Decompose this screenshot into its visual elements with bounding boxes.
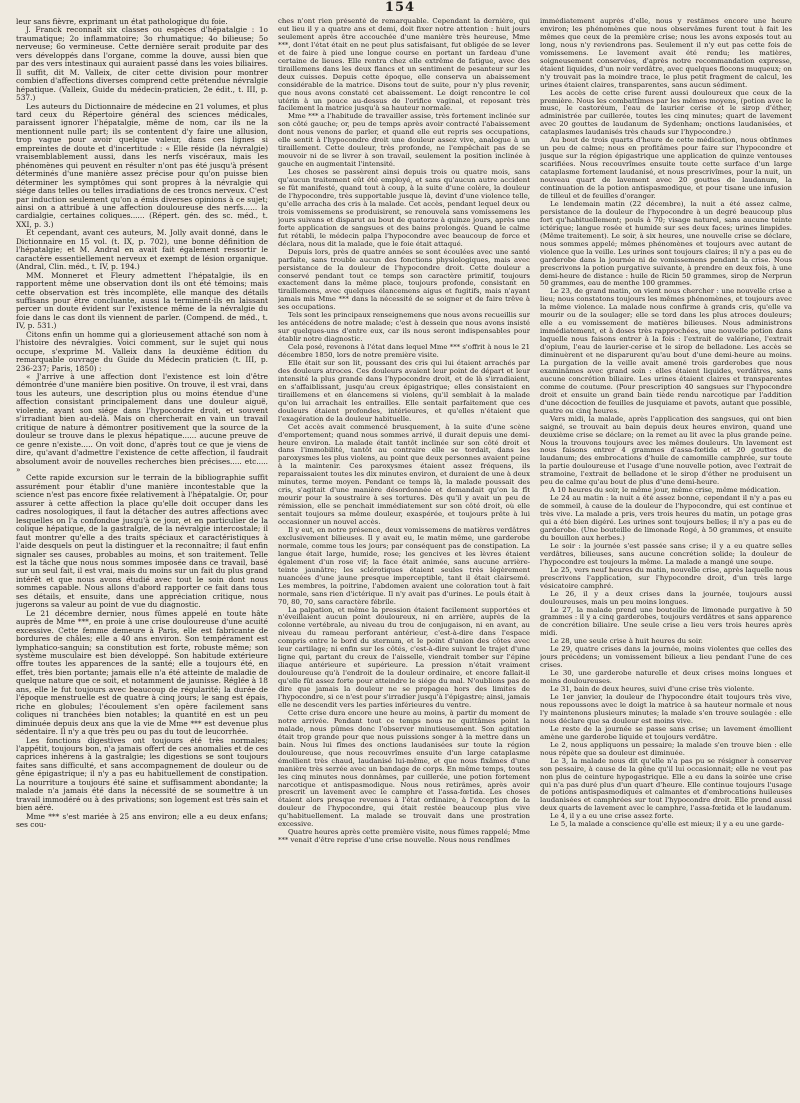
paragraph-small: Le soir : la journée s'est passée sans crise; il y a eu quatre selles verdâtres, bilieuses, sans aucune concrétion solide; la douleur de l'hypocondre est toujours la même. La malade a mangé une soupe.	[540, 541, 792, 566]
paragraph-small: Au bout de trois quarts d'heure de cette médication, nous obtînmes un peu de calme; nous en profitâmes pour faire sur l'hypocondre et jusque sur la région épigastrique une application de quinze ventouses scarifiées. Nous recouvrîmes ensuite toute cette surface d'un large cataplasme fortement laudanisé, et nous prescrivîmes, pour la nuit, un nouveau quart de lavement avec 20 gouttes de laudanum, la continuation de la potion antispasmodique, et pour tisane une infusion de tilleul et de feuilles d'oranger.	[540, 136, 792, 200]
paragraph-small: Le 25, vers neuf heures du matin, nouvelle crise, après laquelle nous prescrivons l'application, sur l'hypocondre droit, d'un très large vésicatoire camphré.	[540, 565, 792, 590]
paragraph-small: Tels sont les principaux renseignemens que nous avons recueillis sur les antécédens de notre malade; c'est à dessein que nous avons insisté sur quelques-uns d'entre eux, car ils nous seront indispensables pour établir notre diagnostic.	[278, 311, 530, 344]
paragraph-small: Il y eut, en notre présence, deux vomissemens de matières verdâtres exclusivement bilieuses. Il y avait eu, le matin même, une garderobe normale, comme tous les jours; par conséquent pas de constipation. La langue était large, humide, rose; les gencives et les lèvres étaient également d'un rose vif; la face était animée, sans aucune arrière-teinte jaunâtre; les sclérotiques étaient seules très légèrement nuancées d'une jaune presque imperceptible, tant il était clairsemé. Les membres, la poitrine, l'abdomen avaient une coloration tout à fait normale, sans rien d'ictérique. Il n'y avait pas d'urines. Le pouls était à 70, 80, 70, sans caractère fébrile.	[278, 526, 530, 606]
paragraph: Cette rapide excursion sur le terrain de la bibliographie suffit assurément pour établir d'une manière incontestable que la science n'est pas encore fixée relativement à l'hépatalgie. Or, pour assurer à cette affection la place qu'elle doit occuper dans les cadres nosologiques, il faut la détacher des autres affections avec lesquelles on l'a confondue jusqu'à ce jour, et en particulier de la colique hépatique, de la gastralgie, de la névralgie intercostale; il faut montrer qu'elle a des traits spéciaux et caractéristiques à l'aide desquels on peut la distinguer et la reconnaître; il faut enfin signaler ses causes, probables au moins, et son traitement. Telle est la tâche que nous nous sommes imposée dans ce travail, basé sur un seul fait, il est vrai, mais du moins sur un fait du plus grand intérêt et que nous avons étudié avec tout le soin dont nous sommes capable. Nous allons d'abord rapporter ce fait dans tous ses détails, et ensuite, dans une appréciation critique, nous jugerons sa valeur au point de vue du diagnostic.	[16, 473, 268, 610]
paragraph-small: Le 26, il y a deux crises dans la journée, toujours aussi douloureuses, mais un peu moins longues.	[540, 589, 792, 606]
paragraph-small: Les choses se passèrent ainsi depuis trois ou quatre mois, sans qu'aucun traitement eût été employé, et sans qu'aucun autre accident se fût manifesté, quand tout à coup, à la suite d'une colère, la douleur de l'hypocondre, très supportable jusque là, devint d'une violence telle, qu'elle arracha des cris à la malade. Cet accès, pendant lequel deux ou trois vomissemens se produisirent, se renouvela sans vomissemens les jours suivans et disparut au bout de quatorze à quinze jours, après une forte application de sangsues et des bains prolongés. Quand le calme fut rétabli, le médecin palpa l'hypocondre avec beaucoup de force et déclara, nous dit la malade, que le foie était attaqué.	[278, 168, 530, 248]
column-1	[16, 18, 268, 1097]
paragraph-small: Mme *** a l'habitude de travailler assise, très fortement inclinée sur son côté gauche; or, peu de temps après avoir contracté l'abaissement dont nous venons de parler, et quand elle eut repris ses occupations, elle sentit à l'hypocondre droit une douleur assez vive, analogue à un tiraillement. Cette douleur, très profonde, ne l'empêchait pas de se mouvoir ni de se livrer à son travail, seulement la position inclinée à gauche en augmentait l'intensité.	[278, 112, 530, 169]
paragraph-small: Les accès de cette crise furent aussi douloureux que ceux de la première. Nous les combattîmes par les mêmes moyens, (potion avec le musc, le castoréum, l'eau de laurier cerise et le sirop d'éther, administrée par cuillerée, toutes les cinq minutes; quart de lavement avec 20 gouttes de laudanum de Sydenham; onctions laudanisées, et cataplasmes laudanisés très chauds sur l'hypocondre.)	[540, 88, 792, 137]
paragraph-small: Le 3, la malade nous dit qu'elle n'a pas pu se résigner à conserver son pessaire, à cause de la gêne qu'il lui occasionnait; elle ne veut pas non plus de ceinture hypogastrique. Elle a eu dans la soirée une crise qui n'a pas duré plus d'un quart d'heure. Elle continue toujours l'usage de potions antispasmodiques et calmantes et d'embrocations huileuses laudanisées et camphrées sur tout l'hypocondre droit. Elle prend aussi deux quarts de lavement avec le camphre, l'assa-fœtida et le laudanum.	[540, 756, 792, 813]
paragraph-small: Les fonctions digestives ont toujours été très normales; l'appétit, toujours bon, n'a jamais offert de ces anomalies et de ces caprices inhérens à la gastralgie; les digestions se sont toujours faites sans difficulté, et sans accompagnement de douleur ou de gêne épigastrique; il n'y a pas eu habituellement de constipation. La nourriture a toujours été saine et suffisamment abondante; la malade n'a jamais été dans la nécessité de se soumettre à un travail immodéré ou à des privations; son logement est très sain et bien aéré.	[16, 735, 268, 813]
paragraph-small: Cette crise dura encore une heure au moins, à partir du moment de notre arrivée. Pendant tout ce temps nous ne quittâmes point la malade, nous pûmes donc l'observer minutieusement. Son agitation était trop grande pour que nous puissions songer à la mettre dans un bain. Nous lui fîmes des onctions laudanisées sur toute la région douloureuse, que nous recouvrîmes ensuite d'un large cataplasme émollient très chaud, laudanisé lui-même, et que nous fixâmes d'une manière très serrée avec un bandage de corps. En même temps, toutes les cinq minutes nous donnâmes, par cuillerée, une potion fortement narcotique et antispasmodique. Nous nous retirâmes, après avoir prescrit un lavement avec le camphre et l'assa-fœtida. Les choses étaient alors presque revenues à l'état ordinaire, à l'exception de la douleur de l'hypocondre, qui était restée beaucoup plus vive qu'habituellement. La malade se trouvait dans une prostration excessive.	[278, 708, 530, 829]
paragraph: Et cependant, avant ces auteurs, M. Jolly avait donné, dans le Dictionnaire en 15 vol. (t. IX, p. 702), une bonne définition de l'hépatalgie; et M. Andral en avait fait également ressortir le caractère essentiellement nerveux et exempt de lésion organique. (Andral, Clin. méd., t. IV, p. 194.)	[16, 228, 268, 272]
paragraph-small: ches n'ont rien présenté de remarquable. Cependant la dernière, qui eut lieu il y a quatre ans et demi, doit fixer notre attention : huit jours seulement après être accouchée d'une manière très heureuse, Mme ***, dont l'état était en ne peut plus satisfaisant, fut obligée de se lever et de faire à pied une longue course en portant un fardeau d'une certaine de lieues. Elle rentra chez elle extrême de fatigue, avec des tiraillemens dans les deux flancs et un sentiment de pesanteur sur les deux cuisses. Depuis cette époque, elle conserva un abaissement considérable de la matrice. Disons tout de suite, pour n'y plus revenir, que nous avons constaté cet abaissement. Le doigt rencontre le col utérin à un pouce au-dessus de l'orifice vaginal, et reposant très facilement la matrice jusqu'à sa hauteur normale.	[278, 18, 530, 113]
paragraph-small: Le 21 décembre dernier, nous fûmes appelé en toute hâte auprès de Mme ***, en proie à une crise douloureuse d'une acuité excessive. Cette femme demeure à Paris, elle est fabricante de bordures de châles; elle a 40 ans environ. Son tempérament est lymphatico-sanguin; sa constitution est forte, robuste même; son système musculaire est bien développé. Son habitude extérieure offre toutes les apparences de la santé; elle a toujours été, en effet, très bien portante; jamais elle n'a été atteinte de maladie de quelque nature que ce soit, et notamment de jaunisse. Réglée à 18 ans, elle le fut toujours avec beaucoup de régularité; la durée de l'époque menstruelle est de quatre à cinq jours; le sang est épais, riche en globules; l'écoulement s'en opère facilement sans coliques ni tranchées bien notables; la quantité en est un peu diminuée depuis deux ans que la vie de Mme *** est devenue plus sédentaire. Il n'y a que très peu ou pas du tout de leucorrhée.	[16, 608, 268, 737]
paragraph-small: Le 24 au matin : la nuit a été assez bonne, cependant il n'y a pas eu de sommeil, à cause de la douleur de l'hypocondre, qui est continue et très vive. La malade a pris, vers trois heures du matin, un potage gras qui a été bien digéré. Les urines sont toujours belles; il n'y a pas eu de garderobe. (Une bouteille de limonade Rogé, à 50 grammes, et ensuite du bouillon aux herbes.)	[540, 494, 792, 542]
paragraph-small: immédiatement auprès d'elle, nous y restâmes encore une heure environ; les phénomènes que nous observâmes furent tout à fait les mêmes que ceux de la première crise; nous les avons exposés tout au long, nous n'y reviendrons pas. Seulement il n'y eut pas cette fois de vomissemens. Le lavement avait été rendu; les matières, soigneusement conservées, d'après notre recommandation expresse, étaient liquides, d'un noir verdâtre, avec quelques flocons muqueux; on n'y trouvait pas la moindre trace, le plus petit fragment de calcul, les urines étaient claires, transparentes, sans aucun sédiment.	[540, 18, 792, 89]
paragraph-small: Le 28, une seule crise à huit heures du soir.	[550, 637, 703, 646]
paragraph-small: Depuis lors, près de quatre années se sont écoulées avec une santé parfaite, sans trouble aucun des fonctions physiologiques, mais avec persistance de la douleur de l'hypocondre droit. Cette douleur a conservé pendant tout ce temps son caractère primitif, toujours exactement dans la même place, toujours profonde, consistant en tiraillemens, avec quelques élancemens aigus et fugitifs, mais n'ayant jamais mis Mme *** dans la nécessité de se soigner et de faire trêve à ses occupations.	[278, 247, 530, 312]
columns	[16, 18, 792, 1097]
paragraph-small: Le 23, de grand matin, on vient nous chercher : une nouvelle crise a lieu; nous constatons toujours les mêmes phénomènes, et toujours avec la même violence. La malade nous confirme à grands cris, qu'elle va mourir ou de la soulager; elle se tord dans les plus atroces douleurs; elle a eu vomissement de matières bilieuses. Nous administrons immédiatement, et à doses très rapprochées, une nouvelle potion dans laquelle nous faisons entrer à la fois : l'extrait de valériane, l'extrait d'opium, l'eau de laurier-cerise et le sirop de belladone. Les accès se diminuèrent et ne disparurent qu'au bout d'une demi-heure au moins. La purgation de la veille avait amené trois garderobes que nous examinâmes avec grand soin : elles étaient liquides, verdâtres, sans aucune concrétion biliaire. Les urines étaient claires et transparentes comme de coutume. (Pour prescription 40 sangsues sur l'hypocondre droit et ensuite un grand bain tiède rendu narcotique par l'addition d'une décoction de feuilles de jusquiame et pavots, autant que possible, quatre ou cinq heures.	[540, 287, 792, 415]
paragraph-small: Le 1er janvier, la douleur de l'hypocondre était toujours très vive, nous repoussons avec le doigt la matrice à sa hauteur normale et nous l'y maintenons plusieurs minutes; la malade s'en trouve soulagée : elle nous déclare que sa douleur est moins vive.	[540, 693, 792, 725]
column-2	[278, 18, 530, 1097]
paragraph-small: Le 29, quatre crises dans la journée, moins violentes que celles des jours précédens; un vomissement bilieux a lieu pendant l'une de ces crises.	[540, 645, 792, 670]
paragraph: « J'arrive à une affection dont l'existence est loin d'être démontrée d'une manière bien positive. On trouve, il est vrai, dans tous les auteurs, une description plus ou moins étendue d'une affection consistant principalement dans une douleur aiguë, violente, ayant son siége dans l'hypocondre droit, et souvent s'irradiant bien au-delà. Mais on chercherait en vain un travail critique de nature à démontrer positivement que la source de la douleur se trouve dans le plexus hépatique...... aucune preuve de ce genre n'existe..... On voit donc, d'après tout ce que je viens de dire, qu'avant d'admettre l'existence de cette affection, il faudrait absolument avoir de nouvelles recherches bien précises..... etc..... »	[16, 372, 268, 475]
paragraph-small: Mme *** s'est mariée à 25 ans environ; elle a eu deux enfans; ses cou-	[16, 811, 268, 830]
paragraph-small: Quatre heures après cette première visite, nous fûmes rappelé; Mme *** venait d'être reprise d'une crise nouvelle. Nous nous rendîmes	[278, 828, 530, 845]
paragraph: MM. Monneret et Fleury admettent l'hépatalgie, ils en rapportent même une observation dont ils ont été témoins; mais cette observation est très incomplète, elle manque des détails suffisans pour être concluante, aussi la terminent-ils en laissant percer un doute évident sur l'existence même de la névralgie du foie dans le cas dont ils viennent de parler. (Compend. de méd., t. IV, p. 531.)	[16, 270, 268, 331]
paragraph-small: La palpation, et même la pression étaient facilement supportées et n'éveillaient aucun point douloureux, ni en arrière, auprès de la colonne vertébrale, au niveau du trou de conjugaison, ni en avant, au niveau du rameau perforant antérieur, c'est-à-dire dans l'espace compris entre le bord du sternum, et le point d'union des côtes avec leur cartilage; ni enfin sur les côtés, c'est-à-dire suivant le trajet d'une ligne qui, partant du creux de l'aisselle, viendrait tomber sur l'épine iliaque antérieure et supérieure. La pression n'était vraiment douloureuse qu'à l'endroit de la douleur ordinaire, et encore fallait-il qu'elle fût assez forte pour atteindre le siége du mal. N'oublions pas de dire que jamais la douleur ne se propagea hors des limites de l'hypocondre, si ce n'est pour s'irradier jusqu'à l'épigastre; ainsi, jamais elle ne descendit vers les parties inférieures du ventre.	[278, 605, 530, 709]
paragraph: leur sans fièvre, exprimant un état pathologique du foie.	[16, 18, 228, 26]
paragraph: Les auteurs du Dictionnaire de médecine en 21 volumes, et plus tard ceux du Répertoire général des sciences médicales, paraissent ignorer l'hépatalgie, même de nom, car ils ne la mentionnent nulle part; ils se contentent d'y faire une allusion, trop vague pour avoir quelque valeur, dans ces lignes si empreintes de doute et d'incertitude : « Elle réside (la névralgie) vraisemblablement aussi, dans les nerfs viscéraux, mais les phénomènes qui peuvent en résulter n'ont pas été jusqu'à présent déterminés d'une manière assez précise pour qu'on puisse bien déterminer les symptômes qui sont propres à la névralgie qui siége dans telles ou telles irradiations de ces troncs nerveux. C'est par induction seulement qu'on a émis diverses opinions à ce sujet; ainsi on a attribué à une affection douloureuse des nerfs...... la cardialgie, certaines coliques...... (Répert. gén. des sc. méd., t. XXI, p. 3.)	[16, 101, 268, 229]
paragraph-small: A 10 heures du soir, le même jour, même crise, même médication.	[550, 486, 781, 495]
paragraph-small: Cet accès avait commencé brusquement, à la suite d'une scène d'emportement; quand nous sommes arrivé, il durait depuis une demi-heure environ. La malade était tantôt inclinée sur son côté droit et dans l'immobilité, tantôt au contraire elle se tordait, dans les paroxysmes les plus violens, au point que deux personnes avaient peine à la maintenir. Ces paroxysmes étaient assez fréquens, ils reparaissaient toutes les dix minutes environ, et duraient de une à deux minutes, terme moyen. Pendant ce temps là, la malade poussait des cris, s'agitait d'une manière désordonnée et demandait qu'on la fît mourir pour la soustraire à ses tortures. Dès qu'il y avait un peu de rémission, elle se penchait immédiatement sur son côté droit, où elle sentait toujours sa même douleur, exaspérée, et toujours prête à lui occasionner un nouvel accès.	[278, 422, 530, 527]
paragraph-small: Elle était sur son lit, poussant des cris qui lui étaient arrachés par des douleurs atroces. Ces douleurs avaient leur point de départ et leur intensité la plus grande dans l'hypocondre droit, et de là s'irradiaient, en s'affaiblissant, jusqu'au creux épigastrique; elles consistaient en tiraillemens et en élancemens si violens, qu'il semblait à la malade qu'on lui arrachait les entrailles. Elle sentait parfaitement que ces douleurs étaient profondes, intérieures, et qu'elles n'étaient que l'exagération de la douleur habituelle.	[278, 358, 530, 423]
paragraph: Citons enfin un homme qui a glorieusement attaché son nom à l'histoire des névralgies. Voici comment, sur le sujet qui nous occupe, s'exprime M. Valleix dans la deuxième édition du remarquable ouvrage du Guide du Médecin praticien (t. III, p. 236-237; Paris, 1850) :	[16, 329, 268, 373]
page-number: 154	[384, 0, 416, 15]
paragraph-small: Le 4, il y a eu une crise assez forte.	[550, 812, 674, 821]
paragraph-small: Le 27, la malade prend une bouteille de limonade purgative à 50 grammes : il y a cinq garderobes, toujours verdâtres et sans apparence de concrétion biliaire. Une seule crise a lieu vers trois heures après midi.	[540, 605, 792, 638]
column-3	[540, 18, 792, 1097]
paragraph-small: Le 5, la malade a conscience qu'elle est mieux; il y a eu une garde-	[550, 820, 784, 829]
paragraph: J. Franck reconnaît six classes ou espèces d'hépatalgie : 1o traumatique; 2o inflammatoire; 3o rhumatique; 4o bilieuse; 5o nerveuse; 6o vermineuse. Cette dernière serait produite par des vers développés dans l'organe, comme la douve, aussi bien que par des vers intestinaux qui auraient passé dans les voies biliaires. Il suffit, dit M. Valleix, de citer cette division pour montrer combien d'affections diverses comprend cette prétendue névralgie hépatique. (Valleix, Guide du médecin-praticien, 2e édit., t. III, p. 537.)	[16, 25, 268, 103]
paragraph-small: Le 2, nous appliquons un pessaire; la malade s'en trouve bien : elle nous répète que sa douleur est diminuée.	[540, 740, 792, 757]
paragraph-small: Le reste de la journée se passe sans crise; un lavement émollient amène une garderobe liquide et toujours verdâtre.	[540, 724, 792, 741]
paragraph-small: Vers midi, la malade, après l'application des sangsues, qui ont bien saigné, se trouvait au bain depuis deux heures environ, quand une deuxième crise se déclare; on la remet au lit avec la plus grande peine. Nous la trouvons toujours avec les mêmes douleurs. Un lavement est nous faisons entrer 4 grammes d'assa-fœtida et 20 gouttes de laudanum; des embrocations d'huile de camomille camphrée, sur toute la partie douloureuse et l'usage d'une nouvelle potion, avec l'extrait de stramoine, l'extrait de belladone et le sirop d'éther ne produisent un peu de calme qu'au bout de plus d'une demi-heure.	[540, 414, 792, 487]
paragraph-small: Cela posé, revenons à l'état dans lequel Mme *** s'offrit à nous le 21 décembre 1850, lors de notre première visite.	[278, 343, 530, 360]
paragraph-small: Le 30, une garderobe naturelle et deux crises moins longues et moins douloureuses.	[540, 669, 792, 686]
paragraph-small: Le lendemain matin (22 décembre), la nuit a été assez calme, persistance de la douleur de l'hypocondre à un degré beaucoup plus fort qu'habituellement; pouls à 70; visage naturel, sans aucune teinte ictérique; langue rosée et humide sur ses deux faces; urines limpides. (Même traitement). Le soir, à six heures, une nouvelle crise se déclare, nous sommes appelé; mêmes phénomènes et toujours avec autant de violence que la veille. Les urines sont toujours claires; il n'y a pas eu de garderobe dans la journée ni de vomissemens pendant la crise. Nous prescrivons la potion purgative suivante, à prendre en deux fois, à une demi-heure de distance : huile de Ricin 50 grammes, sirop de Nerprun 50 grammes, eau de menthe 100 grammes.	[540, 199, 792, 288]
paragraph-small: Le 31, bain de deux heures, suivi d'une crise très violente.	[550, 685, 755, 694]
